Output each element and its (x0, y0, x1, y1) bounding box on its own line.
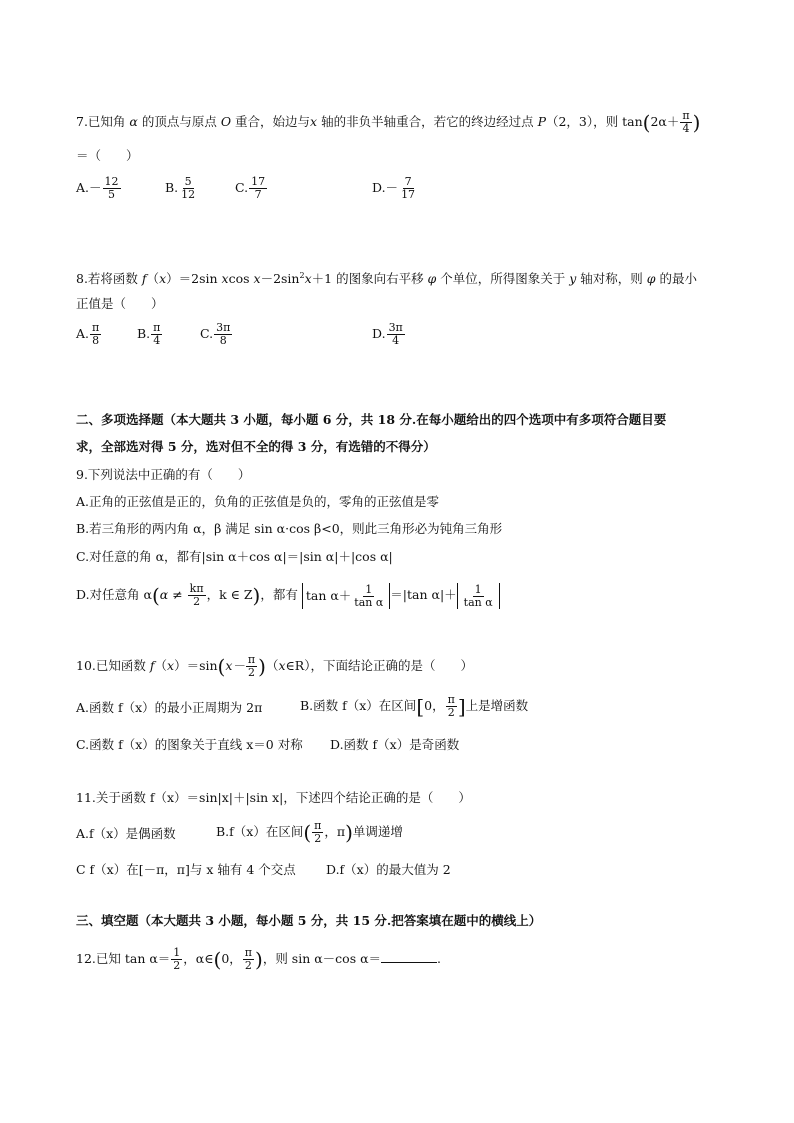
q11-option-a: A.f（x）是偶函数 (76, 826, 176, 841)
pi-over-4-fraction: $\frac{\pi}{4}$ (682, 109, 690, 135)
section3-heading: 三、填空题（本大题共 3 小题，每小题 5 分，共 15 分.把答案填在题中的横线上） (76, 913, 542, 928)
q11-stem: 11.关于函数 f（x）＝sin|x|＋|sin x|，下述四个结论正确的是（ ） (76, 790, 471, 805)
q7-option-d: D.－ $\frac{7}{17}$ (372, 175, 416, 201)
q8-option-b: B. $\frac{\pi}{4}$ (137, 321, 161, 347)
q10-option-c: C.函数 f（x）的图象关于直线 x＝0 对称 (76, 737, 303, 752)
q10-option-d: D.函数 f（x）是奇函数 (330, 737, 460, 752)
q9-stem: 9.下列说法中正确的有（ ） (76, 467, 251, 482)
q8-stem: 8.若将函数 f（x）＝2sin xcos $x-2\sin^2x+1$ 的图象向右平移 φ 个单位，所得图象关于 y 轴对称，则 φ 的最小 (76, 271, 698, 287)
q10-option-b: B.函数 f（x）在区间[0， $\frac{\pi}{2}$ ]上是增函数 (300, 693, 529, 719)
q8-stem-line2: 正值是（ ） (76, 296, 164, 311)
q10-stem: 10.已知函数 f（x）＝sin(x－ $\frac{\pi}{2}$ )（x∈R），下面结论正确的是（ ） (76, 653, 473, 679)
q9-option-d: D.对任意角 α(α ≠ $\frac{k\pi}{2}$ ，k ∈ Z)，都有 tan α＋ $\frac{1}{\text{tan α}}$ ＝|tan α|＋ $\frac{1}{\text{tan α}}$ (76, 580, 500, 611)
q7-option-c: C. $\frac{17}{7}$ (235, 175, 266, 201)
q8-option-d: D. $\frac{3\pi}{4}$ (372, 321, 403, 347)
q11-option-c: C f（x）在[－π，π]与 x 轴有 4 个交点 (76, 862, 296, 877)
q7-option-b: B. $\frac{5}{12}$ (165, 175, 196, 201)
q9-option-a: A.正角的正弦值是正的，负角的正弦值是负的，零角的正弦值是零 (76, 494, 440, 509)
q11-option-b: B.f（x）在区间( $\frac{\pi}{2}$ ，π)单调递增 (216, 819, 403, 845)
q8-option-c: C. $\frac{3\pi}{8}$ (200, 321, 231, 347)
q7-stem: 7.已知角 α 的顶点与原点 O 重合，始边与x 轴的非负半轴重合，若它的终边经过点 P（2，3），则 tan(2α＋ $\frac{\pi}{4}$ ) (76, 109, 701, 135)
q11-option-d: D.f（x）的最大值为 2 (326, 862, 451, 877)
q12-stem: 12.已知 tan α＝ $\frac{1}{2}$ ，α∈(0， $\frac{\pi}{2}$ )，则 sin α－cos α＝ . (76, 946, 442, 972)
q9-option-b: B.若三角形的两内角 α，β 满足 sin α·cos β<0，则此三角形必为钝角三角形 (76, 521, 503, 536)
q10-option-a: A.函数 f（x）的最小正周期为 2π (76, 700, 263, 715)
q7-option-a: A.－ $\frac{12}{5}$ (76, 175, 119, 201)
q9-option-c: C.对任意的角 α，都有|sin α＋cos α|＝|sin α|＋|cos α| (76, 549, 393, 564)
q8-option-a: A. $\frac{\pi}{8}$ (76, 321, 100, 347)
q7-answer-blank: ＝（ ） (76, 148, 139, 163)
section2-heading: 二、多项选择题（本大题共 3 小题，每小题 6 分，共 18 分.在每小题给出的四个选项中有多项符合题目要 (76, 412, 667, 427)
answer-blank[interactable] (381, 951, 437, 963)
section2-heading-line2: 求，全部选对得 5 分，选对但不全的得 3 分，有选错的不得分） (76, 439, 436, 454)
